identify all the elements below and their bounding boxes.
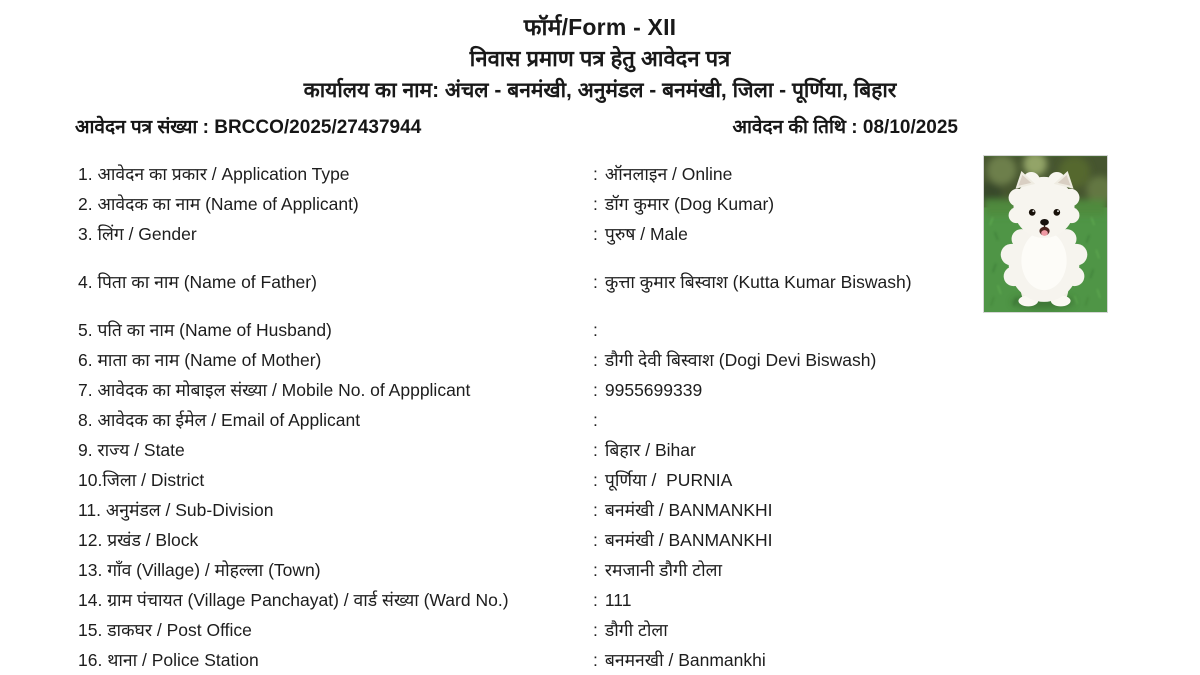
- field-colon: :: [593, 560, 598, 580]
- field-colon: :: [593, 500, 598, 520]
- field-row-subdivision: [78, 495, 1200, 525]
- document-header: [0, 0, 1200, 107]
- field-value: पूर्णिया / PURNIA: [604, 470, 733, 490]
- field-row-email: [78, 405, 1200, 435]
- field-value: 9955699339: [604, 380, 703, 400]
- field-label: 8. आवेदक का ईमेल / Email of Applicant: [78, 410, 361, 430]
- office-name-line: कार्यालय का नाम: अंचल - बनमंखी, अनुमंडल - बनमंखी, जिला - पूर्णिया, बिहार: [303, 79, 897, 102]
- field-label: 13. गाँव (Village) / मोहल्ला (Town): [78, 560, 321, 580]
- field-row-husband-name: [78, 315, 1200, 345]
- field-colon: :: [593, 620, 598, 640]
- field-row-post-office: [78, 615, 1200, 645]
- field-label: 7. आवेदक का मोबाइल संख्या / Mobile No. of Appplicant: [78, 380, 471, 400]
- field-label: 1. आवेदन का प्रकार / Application Type: [78, 164, 350, 184]
- field-value: डौगी टोला: [604, 620, 668, 640]
- field-value: बनमंखी / BANMANKHI: [604, 530, 773, 550]
- field-colon: :: [593, 194, 598, 214]
- field-label: 2. आवेदक का नाम (Name of Applicant): [78, 194, 359, 214]
- form-title: फॉर्म/Form - XII: [523, 14, 677, 40]
- field-colon: :: [593, 590, 598, 610]
- field-value: कुत्ता कुमार बिस्वाश (Kutta Kumar Biswash): [604, 272, 912, 292]
- field-value-cell: [593, 495, 773, 525]
- field-colon: :: [593, 440, 598, 460]
- application-date: आवेदन की तिथि : 08/10/2025: [732, 117, 958, 138]
- form-subtitle: निवास प्रमाण पत्र हेतु आवेदन पत्र: [469, 46, 731, 71]
- field-value-cell: [593, 645, 766, 675]
- field-value: बिहार / Bihar: [604, 440, 696, 460]
- field-value-cell: [593, 219, 688, 249]
- field-value: डॉग कुमार (Dog Kumar): [604, 194, 775, 214]
- field-row-block: [78, 525, 1200, 555]
- field-label: 10.जिला / District: [78, 470, 205, 490]
- field-value: 111: [604, 590, 632, 610]
- field-value-cell: [593, 525, 773, 555]
- field-value-cell: [593, 345, 876, 375]
- field-value-cell: [593, 267, 912, 297]
- field-label: 6. माता का नाम (Name of Mother): [78, 350, 322, 370]
- field-value-cell: [593, 189, 774, 219]
- field-label: 9. राज्य / State: [78, 440, 185, 460]
- field-label: 14. ग्राम पंचायत (Village Panchayat) / वार्ड संख्या (Ward No.): [78, 590, 509, 610]
- field-colon: :: [593, 320, 598, 340]
- field-colon: :: [593, 350, 598, 370]
- field-row-panchayat-ward: [78, 585, 1200, 615]
- field-row-village-town: [78, 555, 1200, 585]
- field-value-cell: [593, 465, 732, 495]
- field-label: 4. पिता का नाम (Name of Father): [78, 272, 317, 292]
- field-label: 5. पति का नाम (Name of Husband): [78, 320, 332, 340]
- field-value-cell: [593, 435, 696, 465]
- field-colon: :: [593, 224, 598, 244]
- field-value: बनमंखी / BANMANKHI: [604, 500, 773, 520]
- field-label: 3. लिंग / Gender: [78, 224, 197, 244]
- field-value-cell: [593, 585, 631, 615]
- field-colon: :: [593, 650, 598, 670]
- field-colon: :: [593, 530, 598, 550]
- field-value-cell: [593, 405, 605, 435]
- application-number: आवेदन पत्र संख्या : BRCCO/2025/27437944: [75, 117, 422, 138]
- field-value: रमजानी डौगी टोला: [604, 560, 723, 580]
- field-row-district: [78, 465, 1200, 495]
- field-value: पुरुष / Male: [604, 224, 688, 244]
- field-row-police-station: [78, 645, 1200, 675]
- field-label: 12. प्रखंड / Block: [78, 530, 199, 550]
- field-value-cell: [593, 375, 702, 405]
- field-colon: :: [593, 410, 598, 430]
- field-value-cell: [593, 315, 605, 345]
- field-value-cell: [593, 159, 732, 189]
- applicant-photo: [983, 155, 1108, 313]
- field-colon: :: [593, 272, 598, 292]
- field-value-cell: [593, 615, 668, 645]
- field-label: 15. डाकघर / Post Office: [78, 620, 252, 640]
- field-row-mobile: [78, 375, 1200, 405]
- field-row-mother-name: [78, 345, 1200, 375]
- field-row-state: [78, 435, 1200, 465]
- field-value: डौगी देवी बिस्वाश (Dogi Devi Biswash): [604, 350, 877, 370]
- field-colon: :: [593, 470, 598, 490]
- field-value-cell: [593, 555, 722, 585]
- field-label: 11. अनुमंडल / Sub-Division: [78, 500, 274, 520]
- puppy-photo-graphic: [984, 156, 1107, 312]
- application-meta-row: [0, 107, 1200, 139]
- field-colon: :: [593, 164, 598, 184]
- field-value: बनमनखी / Banmankhi: [604, 650, 766, 670]
- field-label: 16. थाना / Police Station: [78, 650, 259, 670]
- field-value: ऑनलाइन / Online: [604, 164, 733, 184]
- field-colon: :: [593, 380, 598, 400]
